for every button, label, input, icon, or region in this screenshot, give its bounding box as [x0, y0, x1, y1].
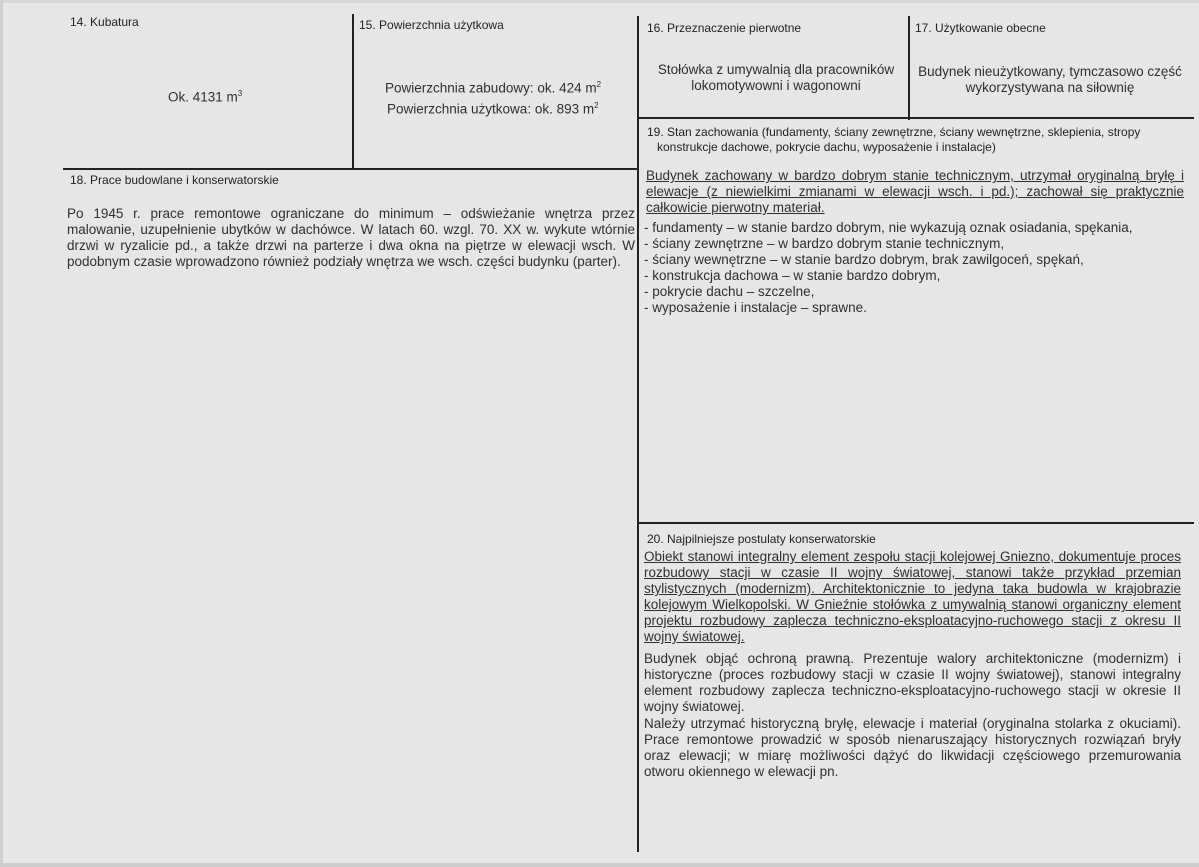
section-20-para2: Należy utrzymać historyczną bryłę, elewacje i materiał (oryginalna stolarka z okuciami). Prace remontowe prowadzić w sposób nienaruszający historycznych rozwiązań bryły oraz elewacji; w miarę możliwości dążyć do likwidacji częściowego przemurowania otworu okiennego w elewacji pn.	[644, 716, 1181, 779]
section-14-label: 14. Kubatura	[70, 15, 139, 29]
section-19-label-line2: konstrukcje dachowe, pokrycie dachu, wyposażenie i instalacje)	[657, 140, 996, 154]
section-17-label: 17. Użytkowanie obecne	[915, 21, 1046, 35]
divider-h-18	[63, 168, 639, 170]
scan-edge-bottom	[0, 863, 1199, 867]
section-17-text: Budynek nieużytkowany, tymczasowo część wykorzystywana na siłownię	[918, 64, 1182, 95]
list-item: - ściany wewnętrzne – w stanie bardzo dobrym, brak zawilgoceń, spękań,	[644, 252, 1084, 267]
section-15-line1: Powierzchnia zabudowy: ok. 424 $m^2$	[385, 80, 602, 96]
section-14-value: Ok. 4131 $m^3$	[168, 89, 243, 105]
section-18-label: 18. Prace budowlane i konserwatorskie	[70, 173, 279, 187]
scan-edge-top	[0, 0, 1199, 3]
section-19-items	[644, 220, 1184, 316]
section-16-text: Stołówka z umywalnią dla pracowników lokomotywowni i wagonowni	[657, 62, 895, 93]
section-20-para1: Budynek objąć ochroną prawną. Prezentuje walory architektoniczne (modernizm) i historyczne (proces rozbudowy stacji w czasie II wojny światowej), stanowi integralny element rozbudowy zaplecza techniczno-eksploatacyjno-ruchowego stacji w okresie II wojny światowej.	[644, 651, 1181, 714]
section-20-underlined: Obiekt stanowi integralny element zespołu stacji kolejowej Gniezno, dokumentuje proces rozbudowy stacji w czasie II wojny światowej, stanowi także przykład przemian stylistycznych (modernizm). Architektonicznie to jedyna taka budowla w krajobrazie kolejowym Wielkopolski. W Gnieźnie stołówka z umywalnią stanowi organiczny element projektu rozbudowy zaplecza techniczno-eksploatacyjno-ruchowego stacji z okresu II wojny światowej.	[644, 549, 1181, 644]
list-item: - konstrukcja dachowa – w stanie bardzo dobrym,	[644, 268, 941, 283]
list-item: - ściany zewnętrzne – w bardzo dobrym stanie technicznym,	[644, 236, 1005, 251]
divider-v-main	[637, 16, 639, 852]
section-20-label: 20. Najpilniejsze postulaty konserwatorskie	[647, 532, 876, 546]
list-item: - fundamenty – w stanie bardzo dobrym, nie wykazują oznak osiadania, spękania,	[644, 220, 1133, 235]
divider-v-14-15	[352, 14, 354, 168]
section-19-summary: Budynek zachowany w bardzo dobrym stanie technicznym, utrzymał oryginalną bryłę i elewacje (z niewielkimi zmianami w elewacji wsch. i pd.); zachował się praktycznie całkowicie pierwotny materiał.	[646, 168, 1184, 215]
section-15-label: 15. Powierzchnia użytkowa	[359, 18, 504, 32]
section-16-label: 16. Przeznaczenie pierwotne	[647, 21, 802, 35]
divider-h-20	[639, 522, 1194, 524]
list-item: - wyposażenie i instalacje – sprawne.	[644, 300, 867, 315]
section-18-text: Po 1945 r. prace remontowe ograniczane do minimum – odświeżanie wnętrza przez malowanie, uzupełnienie ubytków w dachówce. W latach 60. wzgl. 70. XX w. wykute wtórnie drzwi w ryzalicie pd., a także drzwi na parterze i dwa okna na piętrze w elewacji wsch. W podobnym czasie wprowadzono również podziały wnętrza we wsch. części budynku (parter).	[67, 206, 635, 269]
section-15-line2: Powierzchnia użytkowa: ok. 893 $m^2$	[387, 101, 599, 117]
scan-edge-left	[0, 0, 3, 867]
list-item: - pokrycie dachu – szczelne,	[644, 284, 815, 299]
divider-h-19	[639, 117, 1194, 119]
divider-v-16-17	[908, 16, 910, 120]
section-19-label-line1: 19. Stan zachowania (fundamenty, ściany zewnętrzne, ściany wewnętrzne, sklepienia, stropy	[647, 125, 1141, 139]
